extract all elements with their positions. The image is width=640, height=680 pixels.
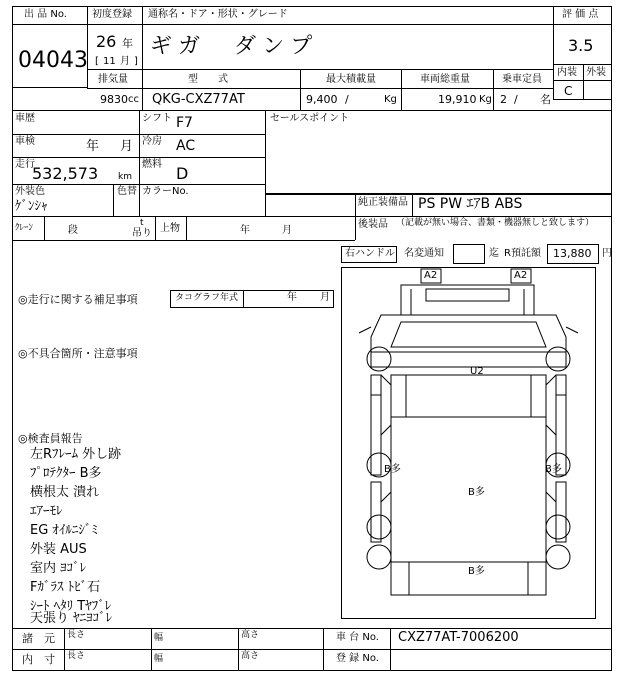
- mileage-label: 走行: [15, 159, 35, 170]
- capacity-label: 乗車定員: [502, 74, 542, 85]
- displacement: 9830: [100, 93, 128, 106]
- height-label-1: 高さ: [241, 630, 260, 640]
- report-line-10: 天張り ﾔﾆﾖｺﾞﾚ: [30, 611, 113, 626]
- max-load-slash: /: [345, 93, 349, 106]
- gross-weight-unit: Kg: [479, 94, 492, 105]
- max-load: 9,400: [306, 93, 338, 106]
- equipment-label: 純正装備品: [358, 197, 408, 208]
- grade-value: 3.5: [568, 36, 594, 55]
- year-unit: 年: [122, 37, 133, 50]
- report-line-8: Fｶﾞﾗｽ ﾄﾋﾞ石: [30, 580, 101, 595]
- report-line-1: 左Rﾌﾚｰﾑ 外し跡: [30, 447, 122, 462]
- exterior-grade-label: 外装: [586, 67, 606, 78]
- mileage-value: 532,573: [32, 164, 99, 183]
- gross-weight-label: 車両総重量: [420, 74, 470, 85]
- model-code: QKG-CXZ77AT: [152, 92, 245, 107]
- report-line-9: ｼｰﾄ ﾍﾀﾘ Tﾔﾌﾞﾚ: [30, 599, 112, 614]
- driving-notes-label: ◎走行に関する補足事項: [18, 293, 138, 306]
- max-load-label: 最大積載量: [326, 74, 376, 85]
- first-reg-label: 初度登録: [92, 9, 132, 20]
- defects-label: ◎不具合箇所・注意事項: [18, 347, 138, 360]
- capacity: 2: [500, 93, 507, 106]
- inner-label: 内 寸: [22, 653, 55, 666]
- mark-u2: U2: [470, 366, 484, 377]
- mark-b-rear: B多: [468, 566, 485, 577]
- upper-label: 上物: [160, 223, 180, 234]
- mark-b-center: B多: [468, 487, 485, 498]
- lot-no: 04043: [18, 48, 88, 73]
- sales-point-label: セールスポイント: [270, 113, 350, 124]
- shift-label: シフト: [142, 113, 172, 124]
- grade-label: 評 価 点: [562, 9, 599, 20]
- displacement-label: 排気量: [98, 74, 128, 85]
- ac-label: 冷房: [142, 136, 162, 147]
- upper-year: 年: [240, 225, 250, 236]
- month-close-bracket: ]: [134, 56, 138, 67]
- model-label: 型 式: [188, 74, 228, 85]
- length-label-2: 長さ: [67, 651, 86, 661]
- length-label-1: 長さ: [67, 630, 86, 640]
- inspection-month: 月: [120, 139, 134, 154]
- inspector-label: ◎検査員報告: [18, 432, 83, 445]
- displacement-unit: cc: [128, 94, 139, 105]
- rec-label: R預託額: [504, 248, 541, 259]
- report-line-7: 室内 ﾖｺﾞﾚ: [30, 561, 87, 576]
- chassis-value: CXZ77AT-7006200: [398, 630, 519, 645]
- meter-change-label: 名変通知: [404, 248, 444, 259]
- month-open-bracket: [: [95, 56, 99, 67]
- crane-ton: t: [140, 218, 144, 228]
- tacho-label: タコグラフ年式: [175, 293, 239, 303]
- color-value: ｹﾞﾝｼｬ: [15, 199, 48, 214]
- meter-change-box: [453, 244, 485, 264]
- color-code-label: カラーNo.: [142, 186, 189, 197]
- capacity-unit: 名: [540, 93, 551, 106]
- report-line-2: ﾌﾟﾛﾃｸﾀｰ B多: [30, 466, 102, 481]
- tacho-month: 月: [320, 292, 330, 303]
- equipment-value: PS PW ｴｱB ABS: [418, 196, 523, 212]
- history-label: 車歴: [15, 113, 35, 124]
- mark-a2-right: A2: [514, 270, 528, 281]
- report-line-6: 外装 AUS: [30, 542, 87, 557]
- month-unit: 月: [120, 56, 130, 67]
- mark-b-right: B多: [545, 464, 562, 475]
- crane-lift: 吊り: [132, 228, 152, 239]
- aftermarket-label: 後装品: [358, 219, 388, 230]
- width-label-2: 幅: [154, 654, 164, 664]
- capacity-slash: /: [514, 93, 518, 106]
- crane-label: ｸﾚｰﾝ: [15, 223, 34, 233]
- ac-value: AC: [176, 138, 196, 154]
- spec-label: 諸 元: [22, 632, 55, 645]
- color-no-label: 色替: [117, 186, 137, 197]
- mileage-flag: 迄: [489, 248, 499, 259]
- height-label-2: 高さ: [241, 651, 260, 661]
- mileage-unit: km: [118, 172, 132, 182]
- lot-no-label: 出 品 No.: [24, 9, 67, 20]
- width-label-1: 幅: [154, 633, 164, 643]
- month-value: 11: [103, 56, 116, 67]
- mark-a2-left: A2: [424, 270, 438, 281]
- year-value: 26: [96, 32, 117, 51]
- color-label: 外装色: [15, 186, 45, 197]
- inspection-year: 年: [86, 139, 100, 154]
- upper-month: 月: [282, 225, 292, 236]
- interior-grade: C: [564, 84, 573, 98]
- chassis-label: 車 台 No.: [336, 632, 379, 643]
- aftermarket-note: （記載が無い場合、書類・機器無しと致します）: [396, 218, 595, 228]
- report-line-4: ｴｱｰﾓﾚ: [30, 504, 63, 519]
- inspection-label: 車検: [15, 136, 35, 147]
- interior-grade-label: 内装: [557, 67, 577, 78]
- report-line-5: EG ｵｲﾙﾆｼﾞﾐ: [30, 523, 98, 538]
- fuel-value: D: [176, 164, 189, 183]
- name-label: 通称名・ドア・形状・グレード: [148, 9, 288, 20]
- crane-stage: 段: [68, 225, 78, 236]
- mark-b-left: B多: [384, 464, 401, 475]
- reg-label: 登 録 No.: [336, 653, 379, 664]
- fuel-label: 燃料: [142, 159, 162, 170]
- report-line-3: 横根太 潰れ: [30, 485, 100, 500]
- shift-value: F7: [176, 115, 193, 131]
- max-load-unit: Kg: [384, 94, 397, 105]
- rec-unit: 円: [602, 248, 612, 259]
- gross-weight: 19,910: [438, 93, 477, 106]
- tacho-year: 年: [287, 292, 297, 303]
- handle-value: 右ハンドル: [345, 248, 395, 259]
- rec-value: 13,880: [553, 247, 592, 260]
- car-name: ギガ ダンプ: [150, 34, 319, 59]
